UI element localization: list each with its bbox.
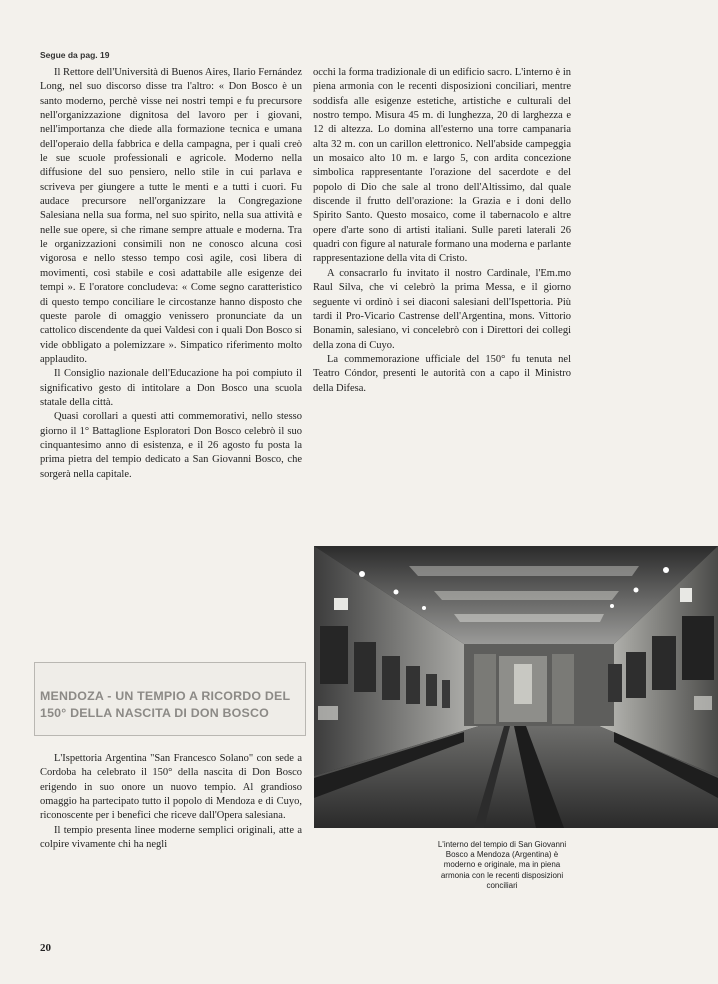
page-number: 20 [40,942,51,954]
photo-caption: L'interno del tempio di San Giovanni Bosco a Mendoza (Argentina) è moderno e originale, ma in piena armonia con le recenti disposizioni conciliari [437,840,567,890]
church-interior-illustration [314,546,718,828]
paragraph: Quasi corollari a questi atti commemorativi, nello stesso giorno il 1° Battaglione Esploratori Don Bosco celebrò il suo cinquantesimo anno di esistenza, e il 26 agosto fu posta la prima pietra del tempio dedicato a San Giovanni Bosco, che sorgerà nella capitale. [40,411,302,480]
paragraph: A consacrarlo fu invitato il nostro Cardinale, l'Em.mo Raul Silva, che vi celebrò la prima Messa, e il giorno seguente vi ordinò i sei diaconi salesiani dell'Ispettoria. Più tardi il Pro-Vicario Castrense dell'Argentina, mons. Vittorio Bonamin, salesiano, vi concelebrò con i Direttori dei collegi della zona di Cuyo. [313,267,571,351]
paragraph: Il Consiglio nazionale dell'Educazione ha poi compiuto il significativo gesto di intitolare a Don Bosco una scuola statale della città. [40,368,302,408]
paragraph: Il Rettore dell'Università di Buenos Aires, Ilario Fernández Long, nel suo discorso disse tra l'altro: « Don Bosco è un santo moderno, perchè visse nei nostri tempi e fu precursore nell'organizzazione dignitosa del lavoro per i giovani, nell'importanza che diede alla formazione tecnica e umana dell'operaio della fabbrica e della campagna, per i quali creò le sue scuole professionali e agricole. Moderno nella diffusione del suo pensiero, nello stile in cui parlava e scriveva per giungere a tutte le menti e a tutti i cuori. Fu audace precursore nell'organizzare la Congregazione Salesiana nella sua forma, nel suo spirito, nella sua attività e nelle sue opere, sì che rimane sempre attuale e moderna. Tra le organizzazioni consimili non ne conosco alcuna così vigorosa e nello stesso tempo così agile, così libera di movimenti, così stabile e così adattabile alle esigenze dei tempi ». E l'oratore concludeva: « Come segno caratteristico di questo tempo conciliare le circostanze hanno disposto che queste parole di omaggio venissero pronunciate da un cattolico discendente da quei Valdesi con i quali Don Bosco si vide obbligato a polemizzare ». Simpatico riferimento molto applaudito. [40,67,302,365]
paragraph: occhi la forma tradizionale di un edificio sacro. L'interno è in piena armonia con le recenti disposizioni conciliari, mentre soddisfa alle esigenze estetiche, artistiche e culturali del nostro tempo. Misura 45 m. di lunghezza, 20 di larghezza e 12 di altezza. Lo domina all'esterno una torre campanaria alta 32 m. con un carillon elettronico. Nell'abside campeggia un mosaico alto 10 m. e largo 5, con ardita concezione simbolica rappresentante l'orazione del sacerdote e del popolo di Dio che sale al trono dell'Altissimo, dal quale discende il frutto dell'orazione: la Grazia e i doni dello Spirito Santo. Questo mosaico, come il tabernacolo e altre opere d'arte sono di artisti italiani. Sulle pareti laterali 26 quadri con figure al naturale formano una moderna e parlante rappresentazione della vita di Cristo. [313,67,572,265]
section-heading-line: 150° DELLA NASCITA DI DON BOSCO [40,706,269,720]
paragraph: Il tempio presenta linee moderne semplici originali, atte a colpire vivamente chi ha negli [40,824,302,851]
section-heading [40,688,302,722]
section-heading-line: MENDOZA - UN TEMPIO A RICORDO DEL [40,689,291,703]
article-column-right [313,66,571,396]
article-column-left-lower [40,752,302,852]
article-column-left [40,66,302,482]
continued-from-note: Segue da pag. 19 [40,50,110,60]
church-interior-photo [314,546,718,828]
paragraph: L'Ispettoria Argentina "San Francesco Solano" con sede a Cordoba ha celebrato il 150° della nascita di Don Bosco erigendo in suo onore un nuovo tempio. Al grandioso omaggio ha partecipato tutto il popolo di Mendoza e di Cuyo, riconoscente per i benefici che riceve dall'Opera salesiana. [40,753,302,822]
paragraph: La commemorazione ufficiale del 150° fu tenuta nel Teatro Cóndor, presenti le autorità con a capo il Ministro della Difesa. [313,353,571,394]
